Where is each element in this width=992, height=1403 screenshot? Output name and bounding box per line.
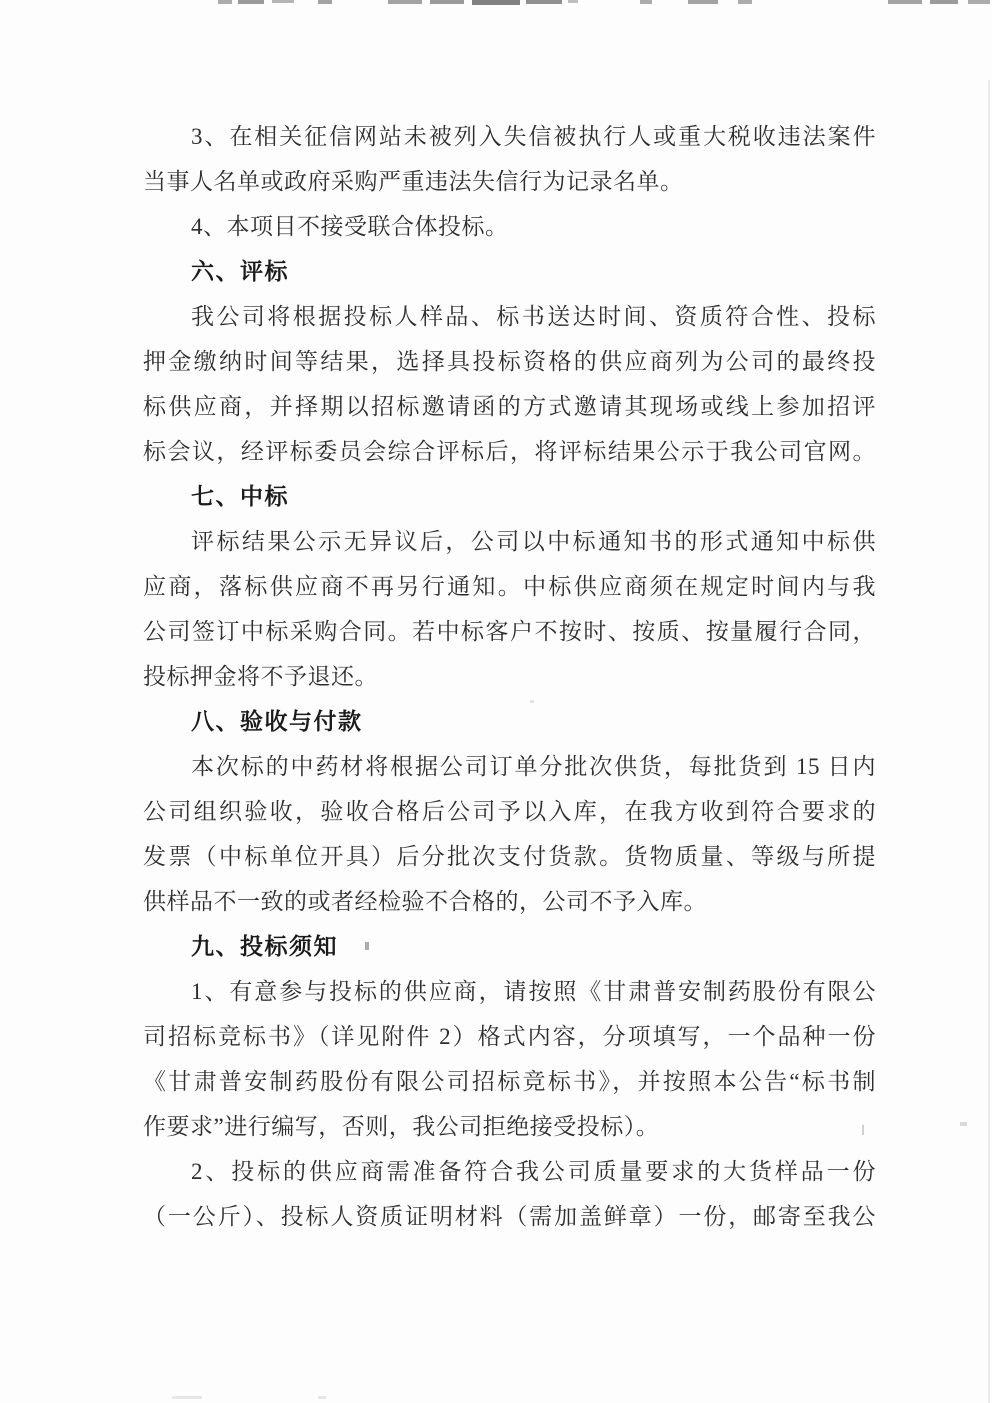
section-heading: 六、评标 — [191, 258, 289, 284]
scan-artifact-top-mark — [430, 0, 464, 4]
document-line: 标会议，经评标委员会综合评标后，将评标结果公示于我公司官网。 — [143, 439, 876, 464]
scan-artifact-top-mark — [738, 0, 752, 4]
document-line: 投标押金将不予退还。 — [143, 664, 378, 689]
document-line: 公司组织验收，验收合格后公司予以入库，在我方收到符合要求的 — [143, 799, 876, 824]
scan-artifact-edge-shadow — [988, 80, 990, 1403]
document-line: 应商，落标供应商不再另行通知。中标供应商须在规定时间内与我 — [143, 574, 876, 599]
document-line: 作要求”进行编写，否则，我公司拒绝接受投标）。 — [143, 1114, 660, 1139]
scan-artifact-top-mark — [688, 0, 718, 4]
scan-artifact-top-mark — [568, 0, 578, 3]
scan-artifact-top-mark — [238, 0, 264, 4]
document-line: 我公司将根据投标人样品、标书送达时间、资质符合性、投标 — [191, 304, 876, 329]
scan-artifact-top-mark — [318, 0, 332, 4]
document-line: 当事人名单或政府采购严重违法失信行为记录名单。 — [143, 169, 684, 194]
document-line: 1、有意参与投标的供应商，请按照《甘肃普安制药股份有限公 — [191, 979, 876, 1004]
document-line: 评标结果公示无异议后，公司以中标通知书的形式通知中标供 — [191, 529, 876, 554]
scan-artifact-top-mark — [640, 0, 652, 4]
scan-artifact-speckle — [318, 1396, 326, 1399]
document-body — [143, 114, 876, 1239]
document-line: 标供应商，并择期以招标邀请函的方式邀请其现场或线上参加招评 — [143, 394, 876, 419]
scan-artifact-top-mark — [526, 0, 562, 4]
scan-artifact-top-mark — [472, 0, 520, 5]
scan-artifact-top-mark — [930, 0, 958, 4]
document-line: 供样品不一致的或者经检验不合格的，公司不予入库。 — [143, 889, 707, 914]
document-line: （一公斤）、投标人资质证明材料（需加盖鲜章）一份，邮寄至我公 — [143, 1204, 876, 1229]
section-heading: 八、验收与付款 — [191, 708, 363, 734]
scan-artifact-top-mark — [218, 0, 232, 4]
scan-artifact-speckle — [172, 1396, 202, 1399]
document-line: 押金缴纳时间等结果，选择具投标资格的供应商列为公司的最终投 — [143, 349, 876, 374]
section-heading: 七、中标 — [191, 483, 289, 509]
scan-artifact-top-mark — [888, 0, 922, 4]
document-line: 司招标竞标书》（详见附件 2）格式内容，分项填写，一个品种一份 — [143, 1024, 876, 1049]
document-line: 《甘肃普安制药股份有限公司招标竞标书》，并按照本公告“标书制 — [143, 1069, 876, 1094]
document-line: 2、投标的供应商需准备符合我公司质量要求的大货样品一份 — [191, 1159, 876, 1184]
document-line: 4、本项目不接受联合体投标。 — [191, 214, 509, 239]
scan-artifact-top-mark — [388, 0, 422, 4]
document-line: 公司签订中标采购合同。若中标客户不按时、按质、按量履行合同， — [143, 619, 876, 644]
document-line: 本次标的中药材将根据公司订单分批次供货，每批货到 15 日内 — [191, 754, 876, 779]
section-heading: 九、投标须知 — [191, 933, 338, 959]
document-line: 发票（中标单位开具）后分批次支付货款。货物质量、等级与所提 — [143, 844, 876, 869]
document-line: 3、在相关征信网站未被列入失信被执行人或重大税收违法案件 — [191, 124, 876, 149]
scan-artifact-top-mark — [272, 0, 294, 3]
scan-artifact-speckle — [960, 1122, 967, 1126]
scan-artifact-top-mark — [968, 0, 990, 4]
